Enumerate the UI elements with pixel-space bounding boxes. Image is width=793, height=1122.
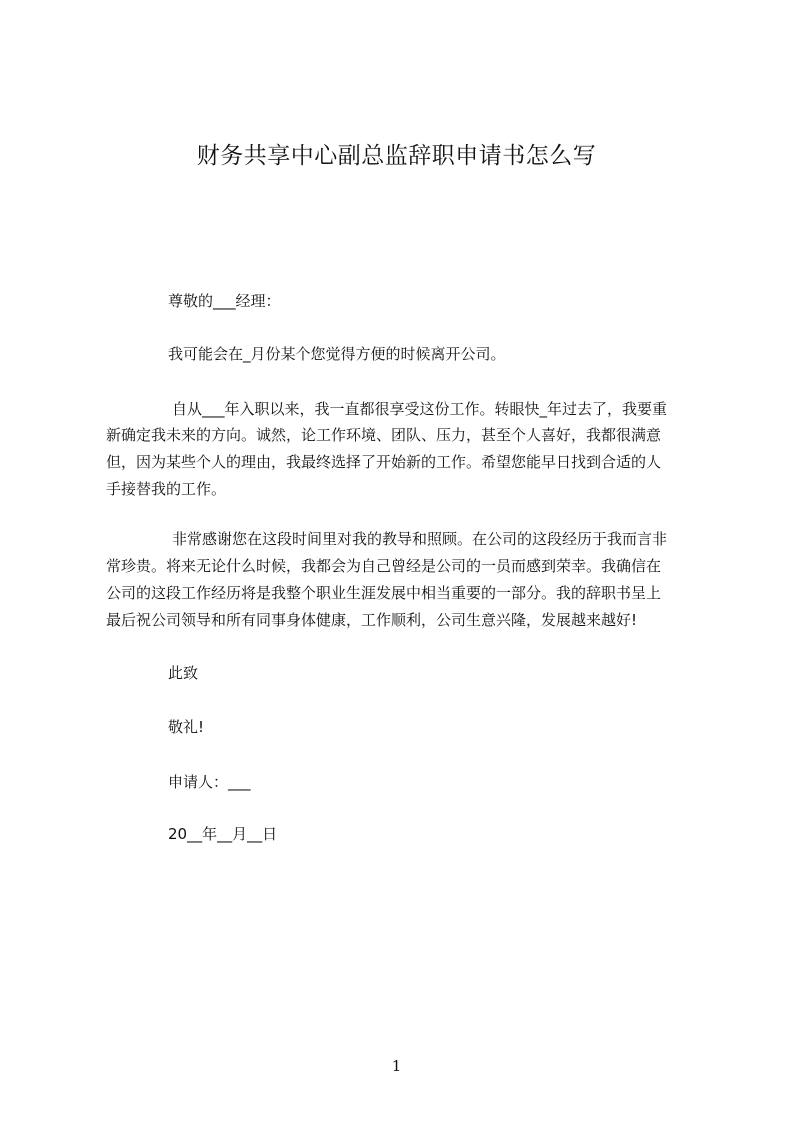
paragraph-3-line-1: 非常感谢您在这段时间里对我的教导和照顾。在公司的这段经历于我而言非	[172, 530, 668, 548]
closing-line-2: 敬礼!	[168, 718, 205, 736]
paragraph-2-line-2: 新确定我未来的方向。诚然，论工作环境、团队、压力，甚至个人喜好，我都很满意	[106, 426, 662, 444]
document-title: 财务共享中心副总监辞职申请书怎么写	[196, 143, 597, 169]
paragraph-2-line-4: 手接替我的工作。	[106, 480, 227, 498]
closing-line-1: 此致	[168, 664, 199, 682]
paragraph-3-line-4: 最后祝公司领导和所有同事身体健康，工作顺利，公司生意兴隆，发展越来越好!	[106, 611, 638, 629]
paragraph-2-line-3: 但，因为某些个人的理由，我最终选择了开始新的工作。希望您能早日找到合适的人	[106, 453, 662, 471]
paragraph-3-line-3: 公司的这段工作经历将是我整个职业生涯发展中相当重要的一部分。我的辞职书呈上	[106, 584, 662, 602]
paragraph-2-line-1: 自从___年入职以来，我一直都很享受这份工作。转眼快_年过去了，我要重	[172, 400, 668, 418]
paragraph-intro: 我可能会在_月份某个您觉得方便的时候离开公司。	[168, 345, 506, 363]
salutation: 尊敬的___经理：	[168, 292, 281, 310]
signature-date: 20__年__月__日	[168, 825, 278, 843]
page-number: 1	[391, 1057, 402, 1075]
paragraph-3-line-2: 常珍贵。将来无论什么时候，我都会为自己曾经是公司的一员而感到荣幸。我确信在	[106, 557, 662, 575]
applicant-signature: 申请人：___	[168, 773, 251, 791]
